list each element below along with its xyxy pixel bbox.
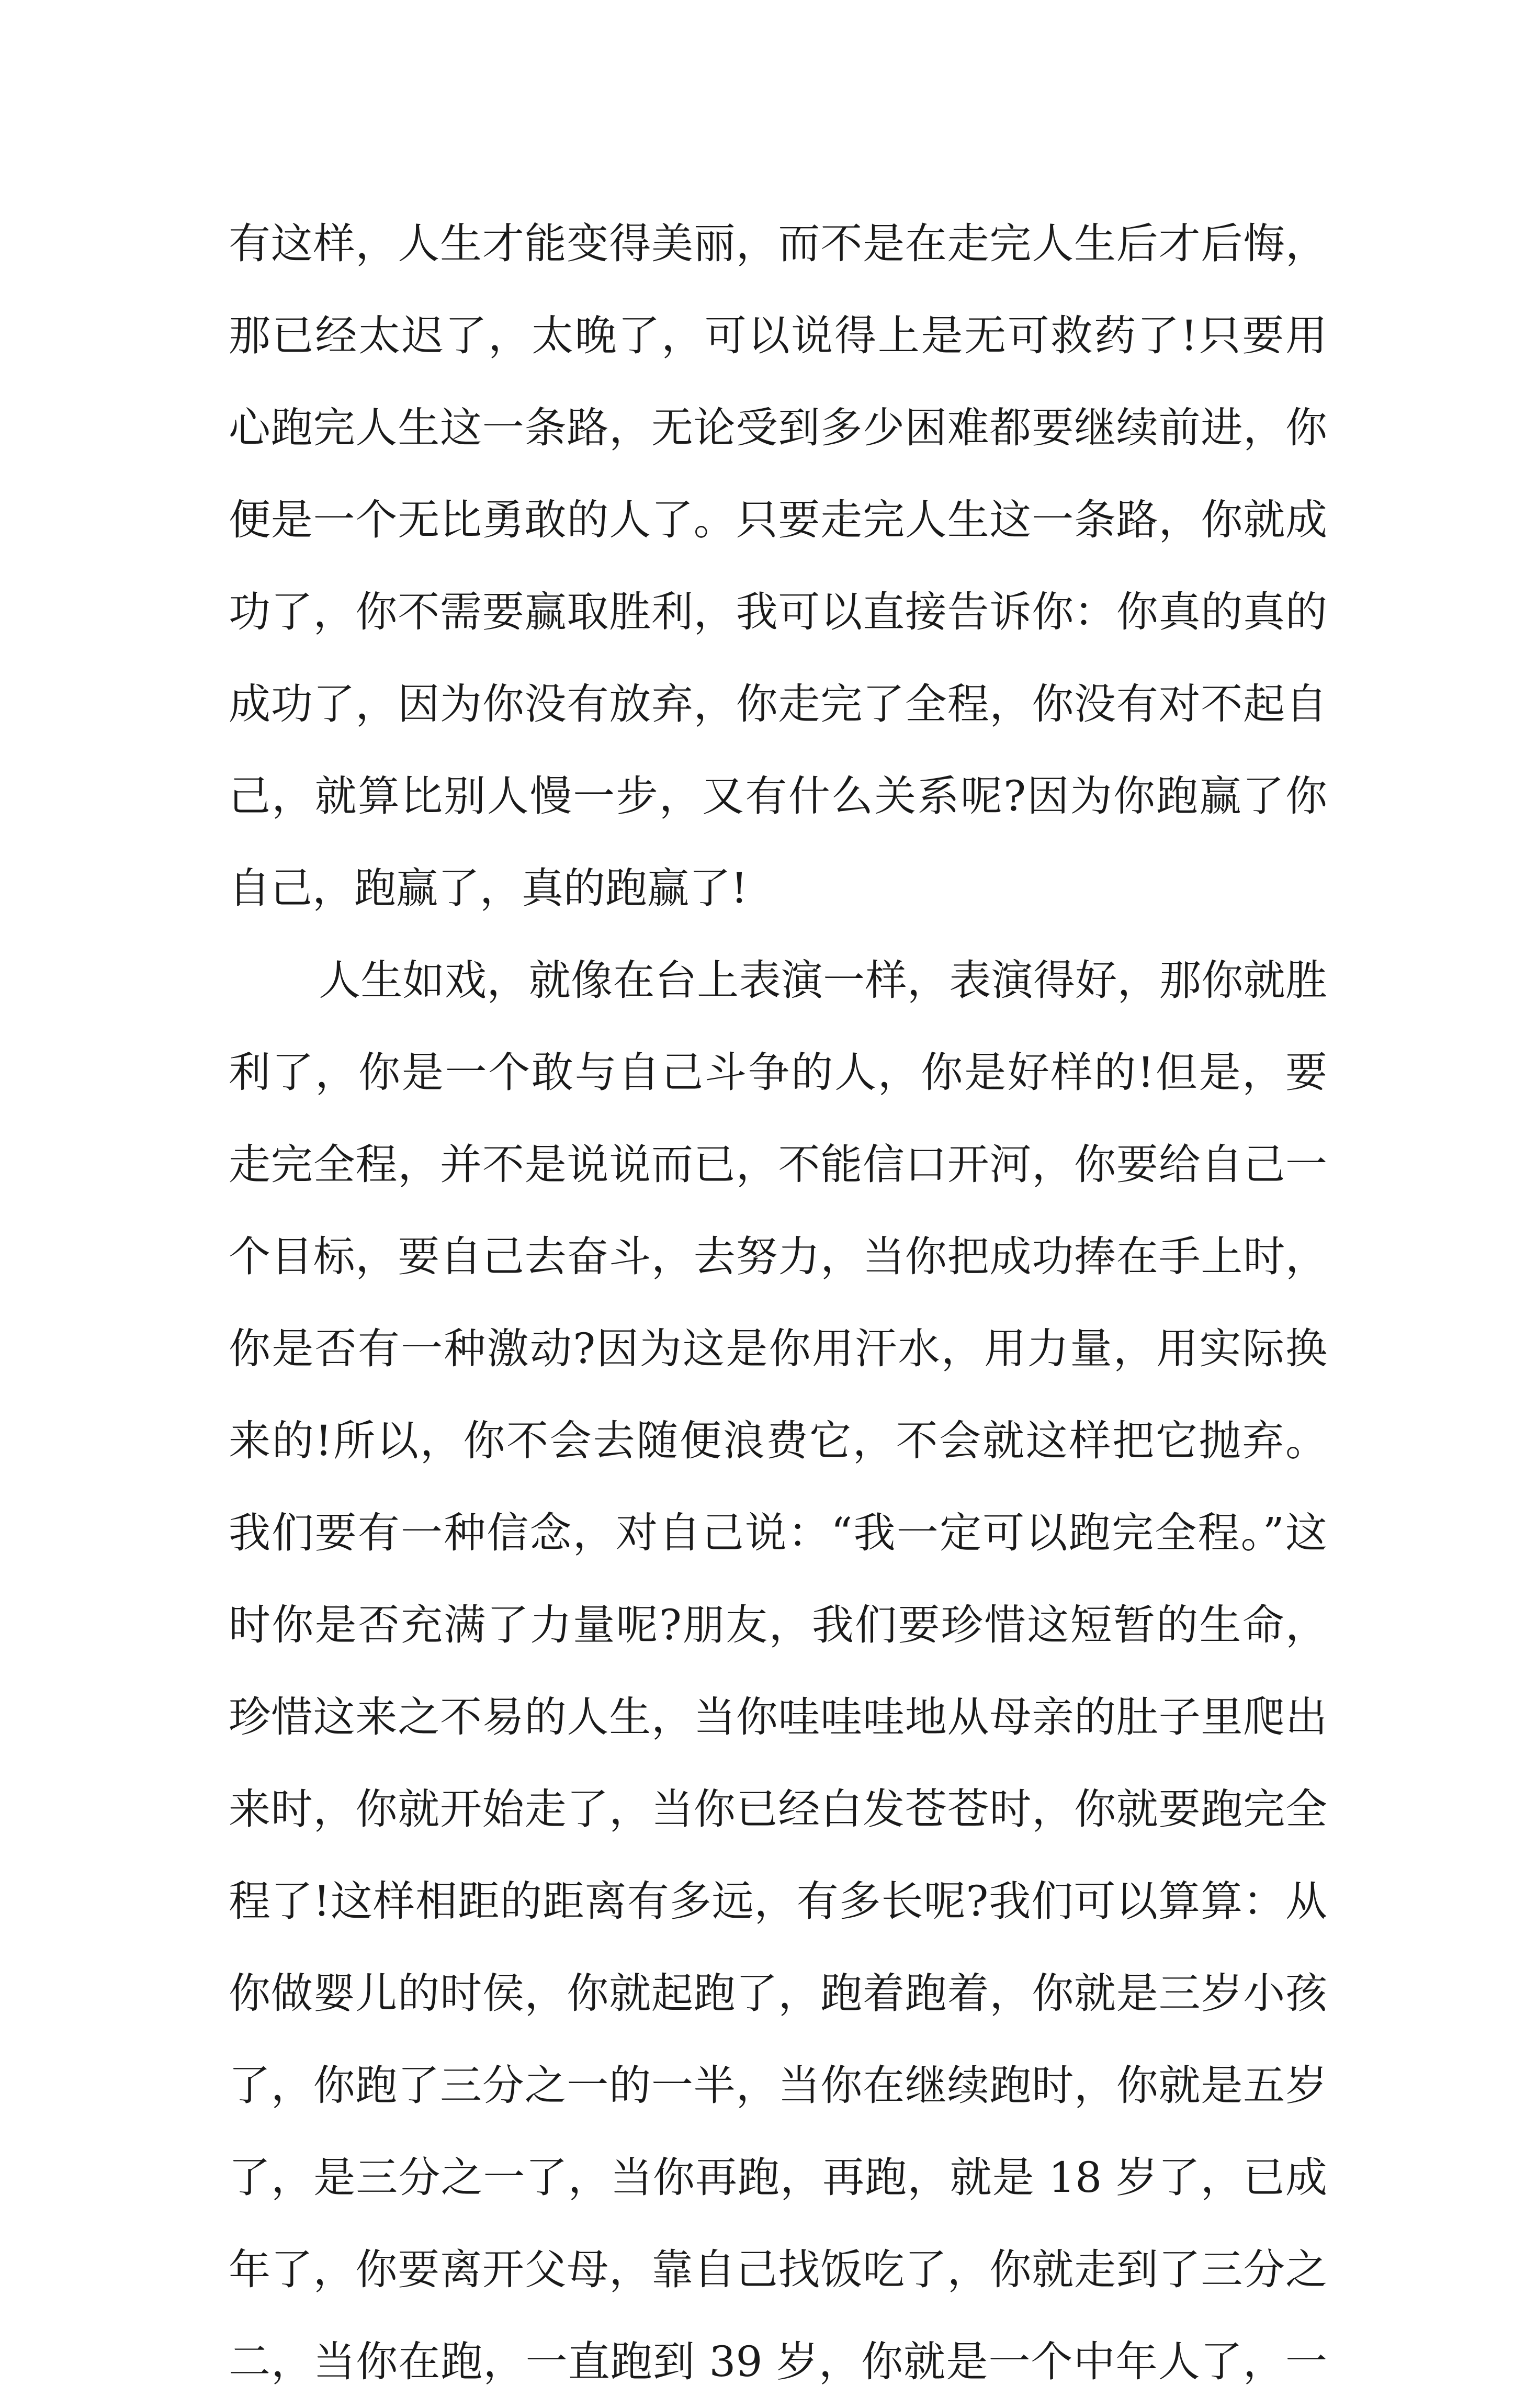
text-line: 心跑完人生这一条路，无论受到多少困难都要继续前进，你 — [229, 403, 1327, 452]
text-line: 珍惜这来之不易的人生，当你哇哇哇地从母亲的肚子里爬出 — [229, 1693, 1327, 1741]
text-line: 你做婴儿的时侯，你就起跑了，跑着跑着，你就是三岁小孩 — [229, 1969, 1327, 2018]
text-line: 己，就算比别人慢一步，又有什么关系呢?因为你跑赢了你 — [229, 772, 1327, 820]
text-line: 有这样，人生才能变得美丽，而不是在走完人生后才后悔， — [229, 219, 1327, 268]
text-line: 功了，你不需要赢取胜利，我可以直接告诉你：你真的真的 — [229, 588, 1327, 636]
text-line: 走完全程，并不是说说而已，不能信口开河，你要给自己一 — [229, 1140, 1327, 1189]
text-line: 来的!所以，你不会去随便浪费它，不会就这样把它抛弃。 — [229, 1416, 1327, 1465]
text-line: 那已经太迟了，太晚了，可以说得上是无可救药了!只要用 — [229, 311, 1327, 360]
text-line: 你是否有一种激动?因为这是你用汗水，用力量，用实际换 — [229, 1324, 1327, 1373]
text-line: 来时，你就开始走了，当你已经白发苍苍时，你就要跑完全 — [229, 1785, 1327, 1833]
text-line: 程了!这样相距的距离有多远，有多长呢?我们可以算算：从 — [229, 1877, 1327, 1926]
text-line: 人生如戏，就像在台上表演一样，表演得好，那你就胜 — [319, 956, 1327, 1005]
text-line: 自己，跑赢了，真的跑赢了! — [229, 864, 748, 913]
text-line: 二，当你在跑，一直跑到 39 岁，你就是一个中年人了，一 — [229, 2337, 1327, 2386]
body-text — [229, 198, 1327, 2408]
text-line: 利了，你是一个敢与自己斗争的人，你是好样的!但是，要 — [229, 1048, 1327, 1097]
text-line: 年了，你要离开父母，靠自己找饭吃了，你就走到了三分之 — [229, 2245, 1327, 2294]
text-line: 时你是否充满了力量呢?朋友，我们要珍惜这短暂的生命， — [229, 1601, 1327, 1649]
text-line: 了，你跑了三分之一的一半，当你在继续跑时，你就是五岁 — [229, 2061, 1327, 2110]
text-line: 个目标，要自己去奋斗，去努力，当你把成功捧在手上时， — [229, 1232, 1327, 1281]
text-line: 成功了，因为你没有放弃，你走完了全程，你没有对不起自 — [229, 680, 1327, 728]
text-line: 便是一个无比勇敢的人了。只要走完人生这一条路，你就成 — [229, 496, 1327, 544]
text-line: 了，是三分之一了，当你再跑，再跑，就是 18 岁了，已成 — [229, 2153, 1327, 2202]
text-line: 我们要有一种信念，对自己说：“我一定可以跑完全程。”这 — [229, 1509, 1327, 1557]
